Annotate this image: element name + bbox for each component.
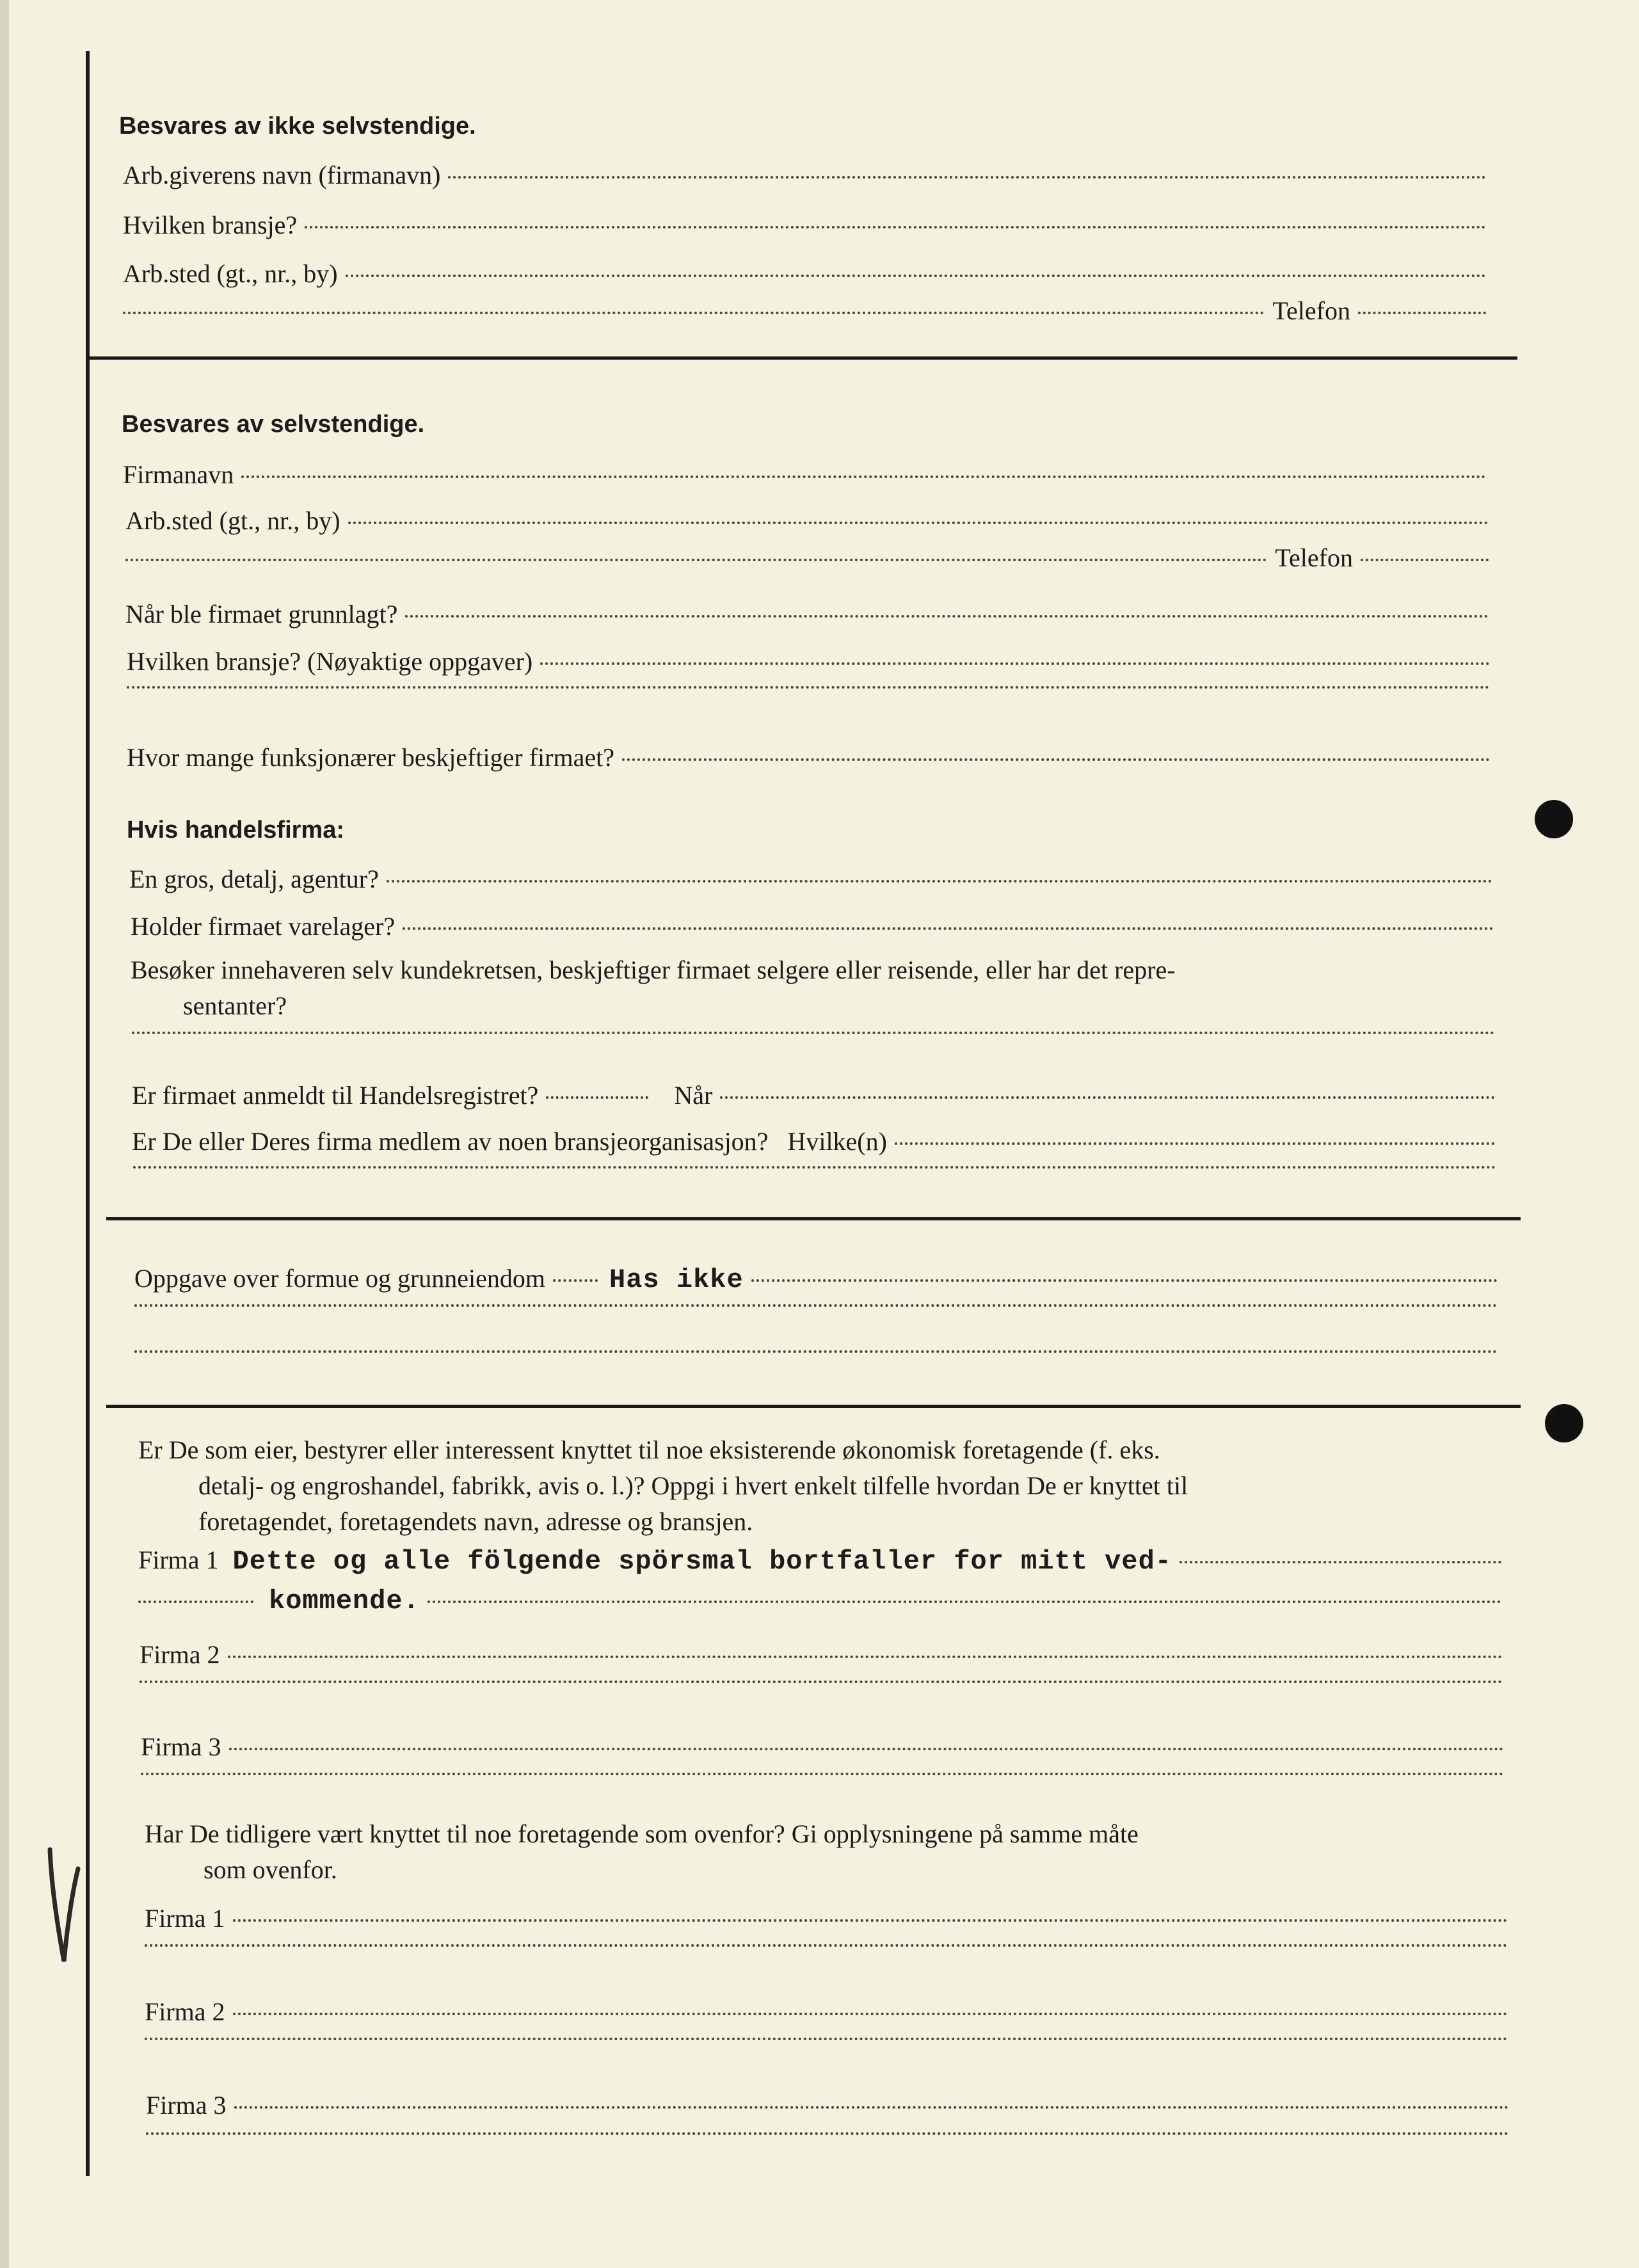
phone-label: Telefon	[1272, 296, 1350, 325]
firma1-typed-answer: Dette og alle fölgende spörsmal bortfaller for mitt ved-	[232, 1546, 1172, 1577]
member-label: Er De eller Deres firma medlem av noen bransjeorganisasjon?	[132, 1127, 769, 1156]
previous-question-line2: som ovenfor.	[204, 1855, 337, 1884]
employees-field[interactable]	[127, 742, 1490, 772]
enterprise-question-line3: foretagendet, foretagendets navn, adresse og bransjen.	[198, 1507, 753, 1536]
sales-question-line2: sentanter?	[183, 991, 287, 1020]
workplace-label: Arb.sted (gt., nr., by)	[123, 259, 338, 288]
employer-name-label: Arb.giverens navn (firmanavn)	[123, 161, 441, 189]
employer-name-field[interactable]	[123, 160, 1486, 190]
assets-label: Oppgave over formue og grunneiendom	[134, 1264, 546, 1293]
firma3-line2[interactable]	[141, 1778, 1504, 1780]
prev-firma1-label: Firma 1	[145, 1904, 225, 1933]
section-divider	[106, 1217, 1521, 1220]
self-industry-label: Hvilken bransje? (Nøyaktige oppgaver)	[127, 647, 533, 676]
prev-firma2-field[interactable]	[145, 1997, 1508, 2027]
self-workplace-label: Arb.sted (gt., nr., by)	[125, 506, 340, 535]
self-industry-line2[interactable]	[127, 691, 1490, 694]
prev-firma1-line2[interactable]	[145, 1949, 1508, 1952]
section-divider	[106, 1405, 1521, 1408]
self-workplace-field[interactable]	[125, 506, 1489, 536]
previous-question	[145, 1816, 1521, 1888]
company-name-field[interactable]	[123, 459, 1486, 490]
heading-non-self-employed: Besvares av ikke selvstendige.	[119, 113, 476, 140]
member-field[interactable]	[132, 1126, 1495, 1156]
prev-firma2-label: Firma 2	[145, 1997, 225, 2026]
firma1-line2[interactable]	[138, 1586, 1501, 1617]
firma3-label: Firma 3	[141, 1732, 221, 1761]
firma2-field[interactable]	[140, 1640, 1503, 1670]
wholesale-label: En gros, detalj, agentur?	[129, 865, 379, 893]
section-divider	[88, 356, 1517, 360]
phone-field[interactable]	[123, 296, 1486, 326]
assets-line2[interactable]	[134, 1309, 1498, 1312]
assets-field[interactable]	[134, 1263, 1498, 1295]
wholesale-field[interactable]	[129, 864, 1492, 894]
sales-question	[131, 952, 1507, 1024]
assets-line3[interactable]	[134, 1355, 1498, 1358]
sales-question-line1: Besøker innehaveren selv kundekretsen, beskjeftiger firmaet selgere eller reisende, eller har det repre-	[131, 955, 1176, 984]
enterprise-question-line1: Er De som eier, bestyrer eller interessent knyttet til noe eksisterende økonomisk foretagende (f. eks.	[138, 1435, 1160, 1464]
heading-self-employed: Besvares av selvstendige.	[122, 411, 425, 438]
self-phone-label: Telefon	[1275, 543, 1353, 572]
prev-firma1-field[interactable]	[145, 1903, 1508, 1933]
prev-firma3-field[interactable]	[146, 2090, 1509, 2120]
self-phone-field[interactable]	[125, 543, 1489, 573]
company-name-label: Firmanavn	[123, 460, 234, 489]
previous-question-line1: Har De tidligere vært knyttet til noe foretagende som ovenfor? Gi opplysningene på samme måte	[145, 1819, 1139, 1848]
which-label: Hvilke(n)	[787, 1127, 887, 1156]
firma1-label: Firma 1	[138, 1545, 219, 1574]
industry-label: Hvilken bransje?	[123, 211, 298, 239]
employees-label: Hvor mange funksjonærer beskjeftiger firmaet?	[127, 743, 614, 772]
registered-label: Er firmaet anmeldt til Handelsregistret?	[132, 1081, 539, 1110]
firma1-typed-answer-cont: kommende.	[269, 1586, 420, 1617]
inventory-field[interactable]	[131, 911, 1494, 941]
enterprise-question	[138, 1432, 1521, 1540]
when-label: Når	[674, 1081, 713, 1110]
founded-label: Når ble firmaet grunnlagt?	[125, 600, 398, 628]
workplace-field[interactable]	[123, 259, 1486, 289]
enterprise-question-line2: detalj- og engroshandel, fabrikk, avis o. l.)? Oppgi i hvert enkelt tilfelle hvordan De er knyttet til	[198, 1471, 1188, 1500]
page-edge	[0, 0, 9, 2268]
assets-answer: Has ikke	[609, 1265, 744, 1295]
inventory-label: Holder firmaet varelager?	[131, 912, 396, 941]
prev-firma2-line2[interactable]	[145, 2043, 1508, 2045]
firma2-label: Firma 2	[140, 1640, 220, 1669]
punch-hole-lower	[1545, 1404, 1583, 1442]
registered-field[interactable]	[132, 1080, 1495, 1110]
heading-trade: Hvis handelsfirma:	[127, 817, 344, 843]
founded-field[interactable]	[125, 599, 1489, 629]
firma3-field[interactable]	[141, 1732, 1504, 1762]
sales-answer-line[interactable]	[132, 1037, 1495, 1039]
firma1-field[interactable]	[138, 1545, 1501, 1577]
prev-firma3-label: Firma 3	[146, 2091, 227, 2120]
punch-hole-upper	[1535, 800, 1573, 838]
self-industry-field[interactable]	[127, 646, 1490, 676]
firma2-line2[interactable]	[140, 1686, 1503, 1688]
member-answer-line[interactable]	[133, 1171, 1496, 1174]
prev-firma3-line2[interactable]	[146, 2137, 1509, 2140]
handwritten-check-mark-icon	[38, 1843, 90, 1971]
industry-field[interactable]	[123, 210, 1486, 240]
